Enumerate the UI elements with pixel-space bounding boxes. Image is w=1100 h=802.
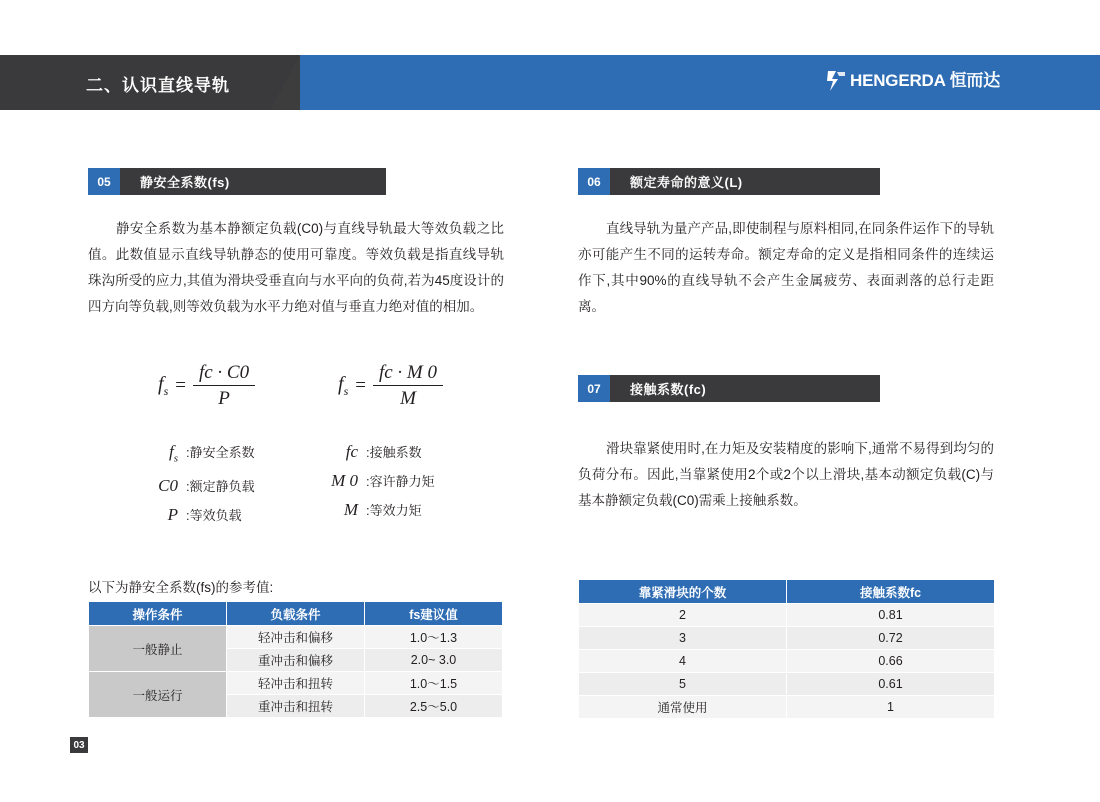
table-fc-header-cell: 靠紧滑块的个数 bbox=[579, 580, 787, 604]
table-row bbox=[579, 650, 995, 673]
section-header-06 bbox=[578, 168, 880, 195]
legend-description: :等效力矩 bbox=[366, 503, 422, 518]
legend-right bbox=[300, 438, 435, 525]
table-fs-load-cell: 轻冲击和扭转 bbox=[227, 672, 365, 695]
table-header-row bbox=[579, 580, 995, 604]
section-header-05 bbox=[88, 168, 386, 195]
table-fs-value-cell: 2.5～5.0 bbox=[365, 695, 503, 718]
legend-description: :静安全系数 bbox=[186, 445, 255, 460]
table-fc-header-cell: 接触系数fc bbox=[787, 580, 995, 604]
table-fc-value-cell: 1 bbox=[787, 696, 995, 719]
legend-description: :额定静负载 bbox=[186, 479, 255, 495]
table-fc-value-cell: 0.81 bbox=[787, 604, 995, 627]
table-row bbox=[579, 627, 995, 650]
formula-right-equals: = bbox=[355, 375, 366, 396]
table-fc-count-cell: 通常使用 bbox=[579, 696, 787, 719]
table-fc bbox=[578, 579, 995, 719]
legend-description: :容许静力矩 bbox=[366, 474, 435, 489]
table-fs-load-cell: 轻冲击和偏移 bbox=[227, 626, 365, 649]
table-fs-value-cell: 1.0～1.3 bbox=[365, 626, 503, 649]
brand-logo-text: HENGERDA 恒而达 bbox=[850, 71, 1000, 90]
company-logo-icon bbox=[825, 69, 847, 93]
section-number-07: 07 bbox=[578, 375, 610, 402]
paragraph-06: 直线导轨为量产产品,即使制程与原料相同,在同条件运作下的导轨亦可能产生不同的运转寿命。额定寿命的定义是指相同条件的连续运作下,其中90%的直线导轨不会产生金属疲劳、表面剥落的总行走距离。 bbox=[578, 221, 994, 314]
formula-fs-moment bbox=[338, 362, 443, 410]
legend-symbol: P bbox=[167, 505, 178, 525]
table-fs-header-cell: 操作条件 bbox=[89, 602, 227, 626]
table-fc-count-cell: 5 bbox=[579, 673, 787, 696]
page-title: 二、认识直线导轨 bbox=[86, 76, 230, 95]
legend-item bbox=[120, 472, 255, 501]
page-header bbox=[0, 55, 1100, 110]
table-fs-load-cell: 重冲击和偏移 bbox=[227, 649, 365, 672]
brand-logo bbox=[825, 69, 1000, 93]
section-number-05: 05 bbox=[88, 168, 120, 195]
legend-symbol: M 0 bbox=[331, 471, 358, 490]
paragraph-07: 滑块靠紧使用时,在力矩及安装精度的影响下,通常不易得到均匀的负荷分布。因此,当靠紧使用2个或2个以上滑块,基本动额定负载(C)与基本静额定负载(C0)需乘上接触系数。 bbox=[578, 441, 994, 508]
legend-item bbox=[300, 496, 435, 525]
table-fs-caption: 以下为静安全系数(fs)的参考值: bbox=[88, 580, 274, 595]
table-fc-count-cell: 3 bbox=[579, 627, 787, 650]
table-header-row bbox=[89, 602, 503, 626]
table-fc-value-cell: 0.72 bbox=[787, 627, 995, 650]
formula-right-fraction bbox=[373, 362, 443, 410]
legend-symbol: C0 bbox=[158, 476, 178, 496]
legend-left bbox=[120, 438, 255, 530]
legend-item bbox=[120, 501, 255, 530]
table-fc-count-cell: 2 bbox=[579, 604, 787, 627]
section-number-06: 06 bbox=[578, 168, 610, 195]
formula-fs-load bbox=[158, 362, 255, 410]
formula-right-numerator: fc · M 0 bbox=[373, 362, 443, 386]
table-row bbox=[579, 673, 995, 696]
legend-item bbox=[120, 438, 255, 472]
table-fc-value-cell: 0.66 bbox=[787, 650, 995, 673]
table-fs-value-cell: 2.0~ 3.0 bbox=[365, 649, 503, 672]
table-row bbox=[89, 672, 503, 695]
table-fc-count-cell: 4 bbox=[579, 650, 787, 673]
table-fs-header-cell: 负载条件 bbox=[227, 602, 365, 626]
table-fs-condition-cell: 一般静止 bbox=[89, 626, 227, 672]
table-fc-value-cell: 0.61 bbox=[787, 673, 995, 696]
table-fs-condition-cell: 一般运行 bbox=[89, 672, 227, 718]
formula-right-lhs: $f_s$ bbox=[338, 373, 349, 398]
section-title-05: 静安全系数(fs) bbox=[140, 175, 230, 190]
formula-left-lhs: $f_s$ bbox=[158, 373, 169, 398]
formula-right-denominator: M bbox=[400, 388, 416, 409]
formula-left-equals: = bbox=[175, 375, 186, 396]
legend-item bbox=[300, 467, 435, 496]
page-number: 03 bbox=[70, 737, 88, 753]
table-row bbox=[579, 696, 995, 719]
section-header-07 bbox=[578, 375, 880, 402]
formula-left-fraction bbox=[193, 362, 255, 410]
table-row bbox=[579, 604, 995, 627]
table-row bbox=[89, 626, 503, 649]
paragraph-05: 静安全系数为基本静额定负载(C0)与直线导轨最大等效负载之比值。此数值显示直线导轨静态的使用可靠度。等效负载是指直线导轨珠沟所受的应力,其值为滑块受垂直向与水平向的负荷,若为45度设计的四方向等负载,则等效负载为水平力绝对值与垂直力绝对值的相加。 bbox=[88, 221, 504, 314]
table-fs-value-cell: 1.0～1.5 bbox=[365, 672, 503, 695]
formula-left-denominator: P bbox=[218, 388, 230, 409]
formula-left-numerator: fc · C0 bbox=[193, 362, 255, 386]
legend-item bbox=[300, 438, 435, 467]
section-title-06: 额定寿命的意义(L) bbox=[630, 175, 743, 190]
section-title-07: 接触系数(fc) bbox=[630, 382, 707, 397]
legend-description: :接触系数 bbox=[366, 445, 422, 460]
legend-symbol: M bbox=[343, 500, 358, 519]
legend-description: :等效负载 bbox=[186, 508, 242, 524]
table-fs bbox=[88, 601, 503, 718]
table-fs-header-cell: fs建议值 bbox=[365, 602, 503, 626]
legend-symbol: $f_s$ bbox=[168, 442, 178, 465]
legend-symbol: fc bbox=[345, 442, 358, 461]
table-fs-load-cell: 重冲击和扭转 bbox=[227, 695, 365, 718]
